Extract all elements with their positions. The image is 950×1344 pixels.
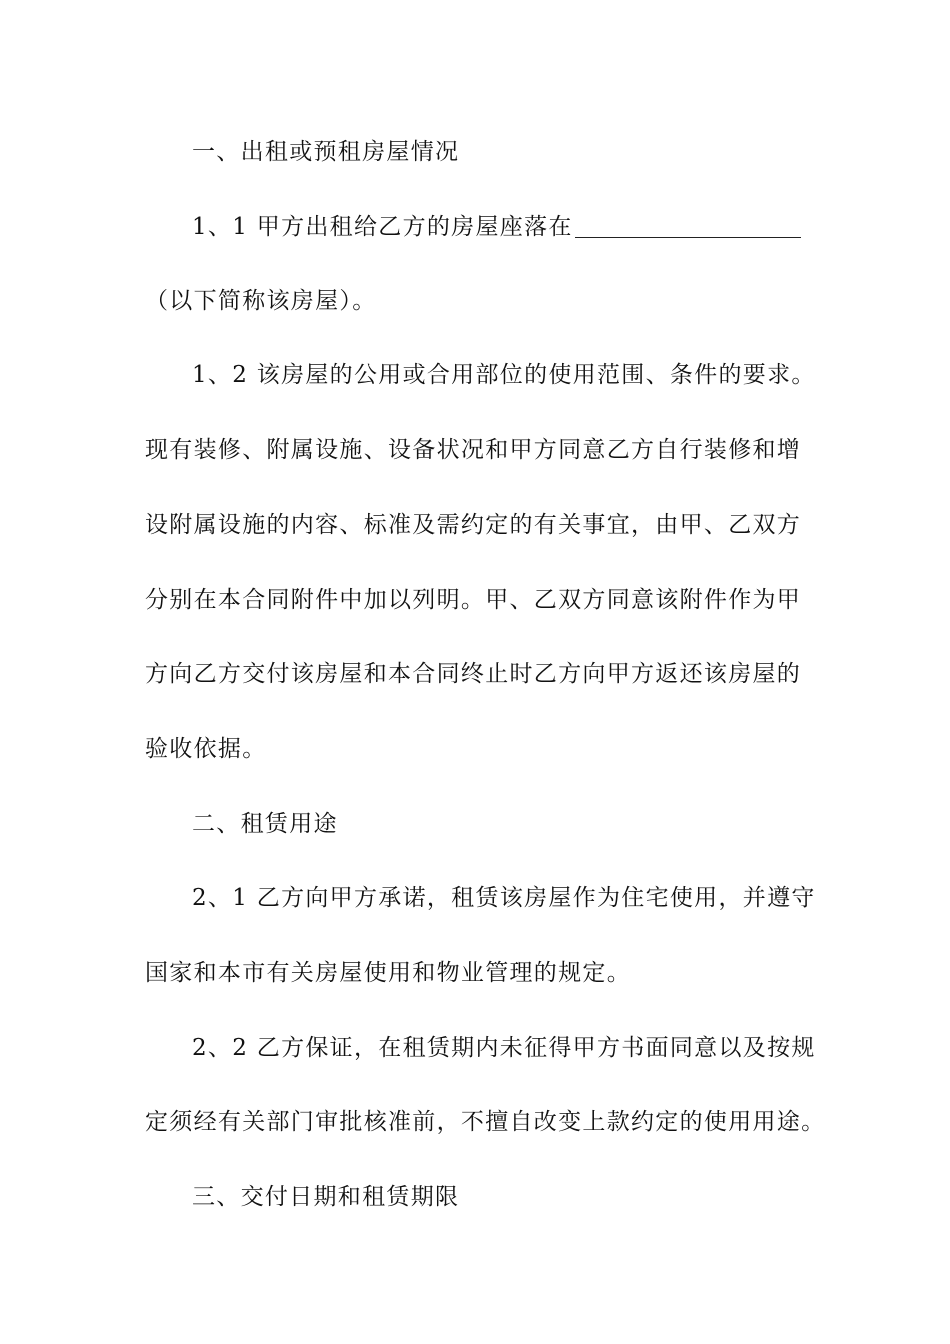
clause-1-1-continued: （以下简称该房屋）。 xyxy=(145,288,377,314)
section-heading-2: 二、租赁用途 xyxy=(192,811,338,837)
section-heading-3: 三、交付日期和租赁期限 xyxy=(192,1184,460,1210)
paragraph-line: 现有装修、附属设施、设备状况和甲方同意乙方自行装修和增 xyxy=(145,437,802,463)
paragraph-line: 验收依据。 xyxy=(145,736,267,762)
paragraph-line: 分别在本合同附件中加以列明。甲、乙双方同意该附件作为甲 xyxy=(145,587,802,613)
section-heading-1: 一、出租或预租房屋情况 xyxy=(192,139,460,165)
paragraph-line: 设附属设施的内容、标准及需约定的有关事宜，由甲、乙双方 xyxy=(145,512,802,538)
paragraph-line: 方向乙方交付该房屋和本合同终止时乙方向甲方返还该房屋的 xyxy=(145,661,802,687)
clause-1-2: 1、2 该房屋的公用或合用部位的使用范围、条件的要求。 xyxy=(192,362,816,388)
clause-1-1 xyxy=(192,212,862,242)
clause-1-1-text: 1、1 甲方出租给乙方的房屋座落在 xyxy=(192,214,573,240)
clause-2-2-continued: 定须经有关部门审批核准前，不擅自改变上款约定的使用用途。 xyxy=(145,1109,826,1135)
clause-2-1-continued: 国家和本市有关房屋使用和物业管理的规定。 xyxy=(145,960,631,986)
clause-2-1: 2、1 乙方向甲方承诺，租赁该房屋作为住宅使用，并遵守 xyxy=(192,885,816,911)
address-blank-field xyxy=(575,217,801,238)
clause-2-2: 2、2 乙方保证，在租赁期内未征得甲方书面同意以及按规 xyxy=(192,1035,816,1061)
